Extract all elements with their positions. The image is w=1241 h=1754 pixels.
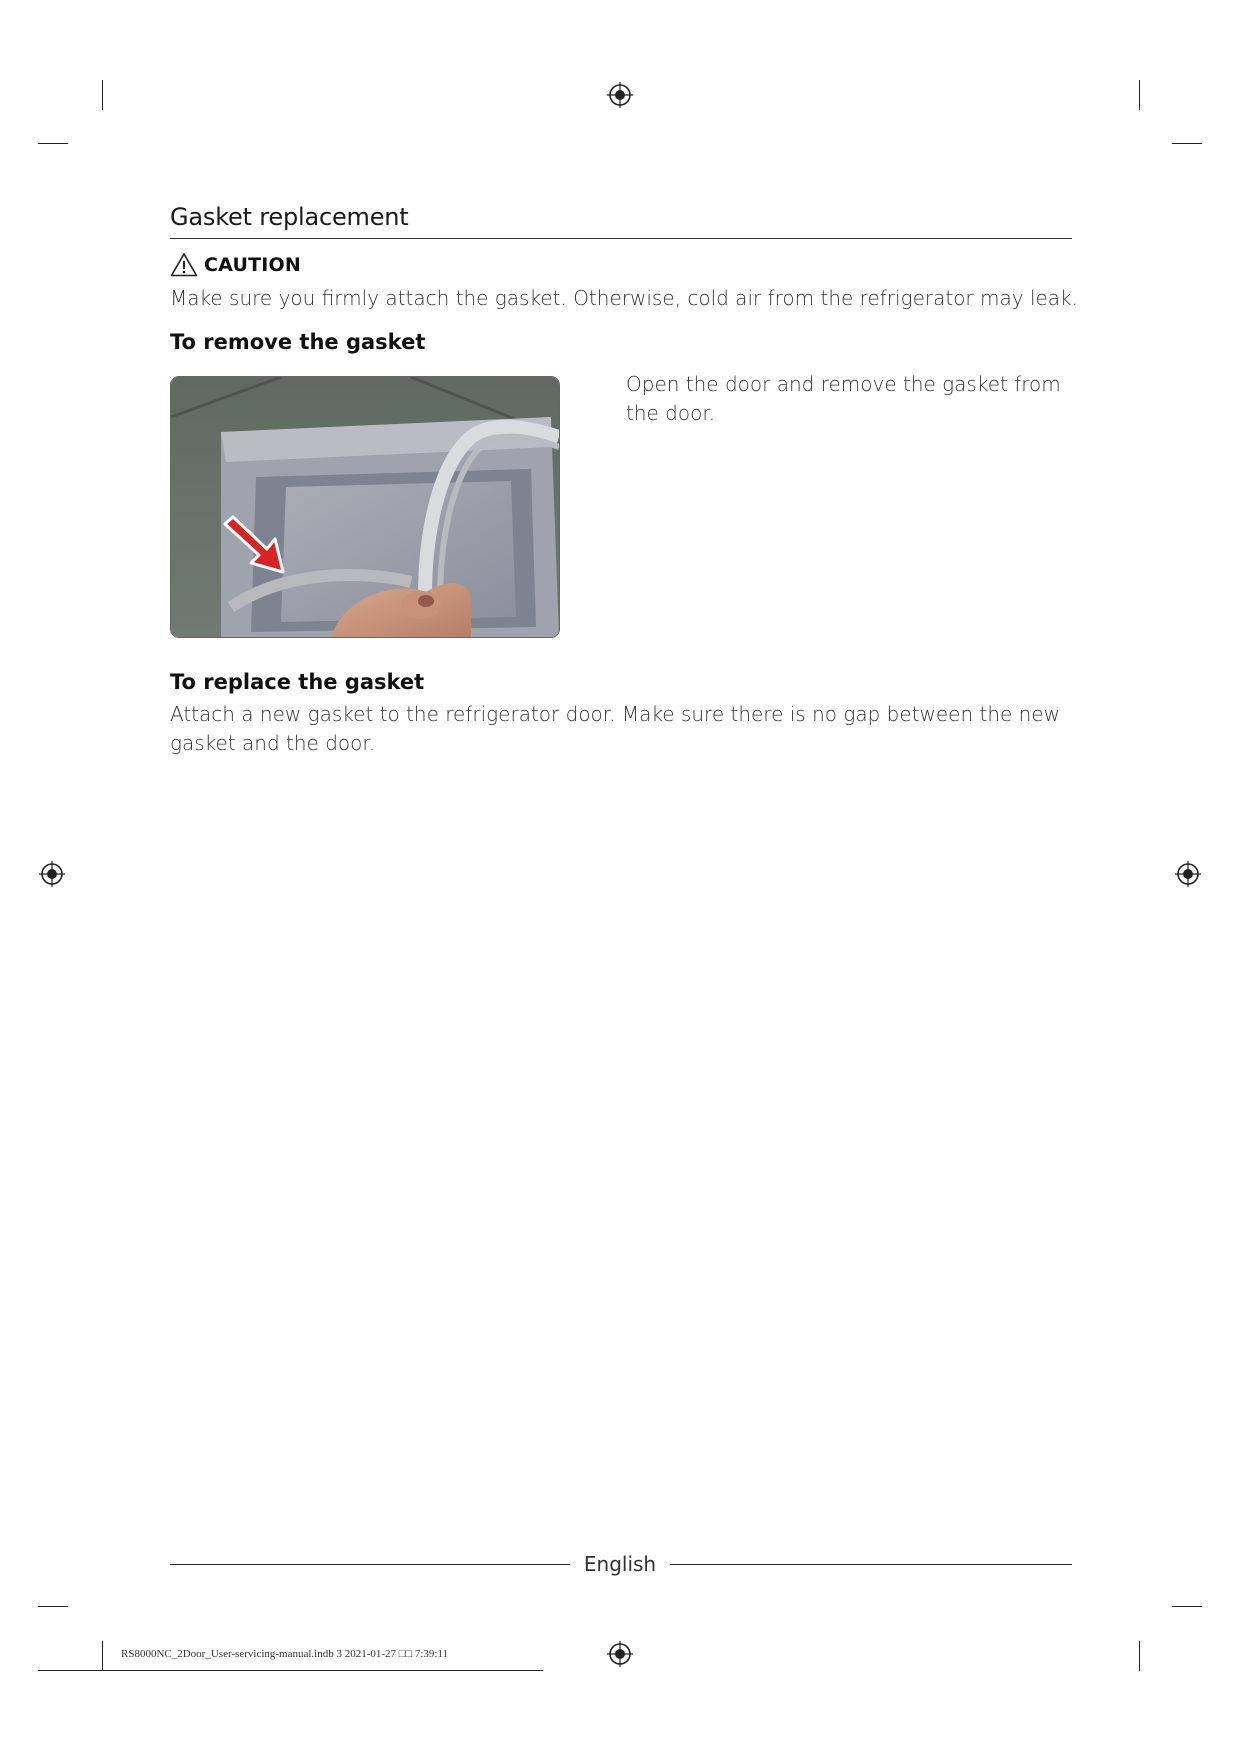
caution-header bbox=[170, 252, 301, 277]
warning-triangle-icon bbox=[170, 252, 198, 277]
registration-mark-icon bbox=[607, 1641, 633, 1667]
title-rule bbox=[170, 238, 1072, 239]
registration-mark-icon bbox=[607, 82, 633, 108]
registration-mark-icon bbox=[1175, 861, 1201, 887]
crop-mark bbox=[1172, 1606, 1202, 1607]
gasket-removal-photo bbox=[170, 376, 560, 638]
crop-mark bbox=[102, 80, 103, 110]
footer-rule-left bbox=[170, 1564, 570, 1565]
remove-instruction: Open the door and remove the gasket from the door. bbox=[626, 372, 1061, 425]
replace-heading: To replace the gasket bbox=[170, 670, 425, 694]
replace-instruction: Attach a new gasket to the refrigerator door. Make sure there is no gap between the new gasket and the door. bbox=[170, 702, 1061, 755]
crop-mark bbox=[1139, 1641, 1140, 1671]
gasket-removal-illustration bbox=[171, 377, 559, 637]
crop-mark bbox=[1139, 80, 1140, 110]
crop-mark bbox=[38, 1606, 68, 1607]
crop-mark bbox=[102, 1641, 103, 1671]
section-title: Gasket replacement bbox=[170, 203, 409, 231]
caution-text: Make sure you firmly attach the gasket. Otherwise, cold air from the refrigerator may leak. bbox=[170, 286, 1078, 310]
crop-mark bbox=[38, 143, 68, 144]
footer-rule-right bbox=[670, 1564, 1072, 1565]
caution-label: CAUTION bbox=[204, 253, 301, 276]
print-slug: RS8000NC_2Door_User-servicing-manual.indb 3 2021-01-27 □□ 7:39:11 bbox=[121, 1648, 449, 1660]
remove-heading: To remove the gasket bbox=[170, 330, 426, 354]
registration-mark-icon bbox=[39, 861, 65, 887]
crop-mark bbox=[1172, 143, 1202, 144]
crop-mark bbox=[38, 1670, 543, 1671]
footer-language: English bbox=[583, 1552, 657, 1576]
